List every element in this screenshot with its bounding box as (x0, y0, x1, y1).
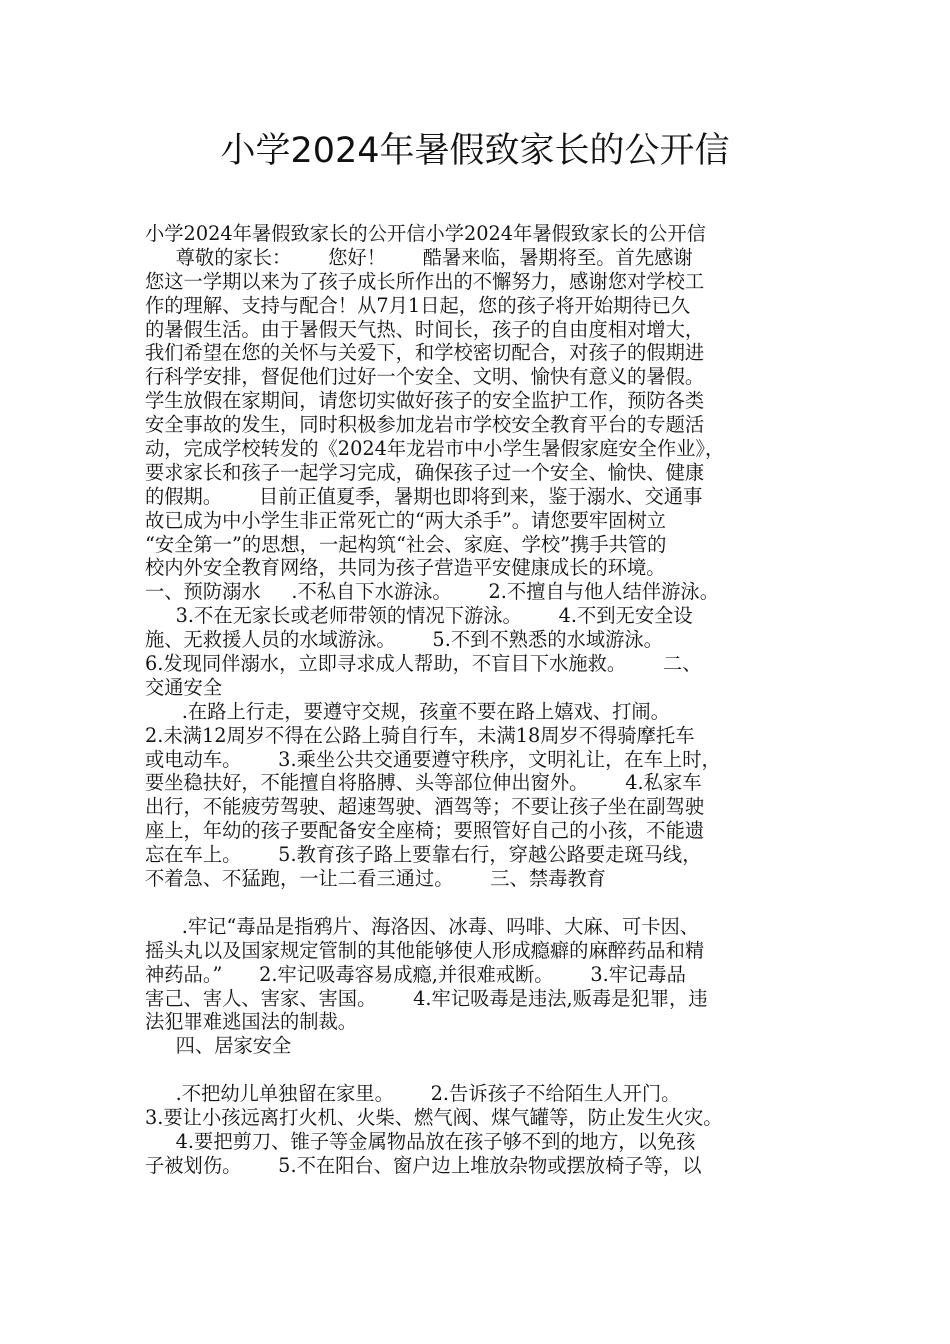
body-line: 一、预防溺水 .不私自下水游泳。 2.不擅自与他人结伴游泳。 (145, 580, 719, 604)
body-line: 害己、害人、害家、害国。 4.牢记吸毒是违法,贩毒是犯罪，违 (145, 986, 708, 1010)
body-line: 交通安全 (145, 675, 223, 699)
body-line: 2.未满12周岁不得在公路上骑自行车，未满18周岁不得骑摩托车 (145, 723, 695, 747)
body-line: 或电动车。 3.乘坐公共交通要遵守秩序，文明礼让，在车上时， (145, 747, 721, 771)
body-line: .不把幼儿单独留在家里。 2.告诉孩子不给陌生人开门。 (145, 1082, 681, 1106)
body-line: 要坐稳扶好，不能擅自将胳膊、头等部位伸出窗外。 4.私家车 (145, 771, 702, 795)
body-line: 您这一学期以来为了孩子成长所作出的不懈努力，感谢您对学校工 (145, 269, 705, 293)
body-line: 法犯罪难逃国法的制裁。 (145, 1010, 358, 1034)
body-line (145, 891, 815, 915)
document-title: 小学2024年暑假致家长的公开信 (220, 131, 730, 171)
body-line: 施、无救援人员的水域游泳。 5.不到不熟悉的水域游泳。 (145, 628, 663, 652)
body-line: 摇头丸以及国家规定管制的其他能够使人形成瘾癖的麻醉药品和精 (145, 938, 705, 962)
body-line: 作的理解、支持与配合！从7月1日起，您的孩子将开始期待已久 (145, 293, 691, 317)
body-line: 3.不在无家长或老师带领的情况下游泳。 4.不到无安全设 (145, 604, 693, 628)
body-line (145, 1058, 815, 1082)
body-line: 动，完成学校转发的《2024年龙岩市中小学生暑假家庭安全作业》， (145, 437, 725, 461)
body-line: 出行，不能疲劳驾驶、超速驾驶、酒驾等；不要让孩子坐在副驾驶 (145, 795, 705, 819)
body-line: 学生放假在家期间，请您切实做好孩子的安全监护工作，预防各类 (145, 389, 705, 413)
body-line: 的暑假生活。由于暑假天气热、时间长，孩子的自由度相对增大， (145, 317, 705, 341)
body-line: .在路上行走，要遵守交规，孩童不要在路上嬉戏、打闹。 (145, 699, 670, 723)
body-line: 不着急、不猛跑，一让二看三通过。 三、禁毒教育 (145, 867, 606, 891)
body-line: 行科学安排，督促他们过好一个安全、文明、愉快有意义的暑假。 (145, 365, 705, 389)
body-line: 我们希望在您的关怀与关爱下，和学校密切配合，对孩子的假期进 (145, 341, 705, 365)
body-line: “安全第一”的思想，一起构筑“社会、家庭、学校”携手共管的 (145, 532, 667, 556)
body-line: 故已成为中小学生非正常死亡的“两大杀手”。请您要牢固树立 (145, 508, 667, 532)
body-line: 子被划伤。 5.不在阳台、窗户边上堆放杂物或摆放椅子等，以 (145, 1153, 702, 1177)
body-line: .牢记“毒品是指鸦片、海洛因、冰毒、吗啡、大麻、可卡因、 (145, 914, 700, 938)
body-line: 6.发现同伴溺水，立即寻求成人帮助，不盲目下水施救。 二、 (145, 652, 702, 676)
body-line: 的假期。 目前正值夏季，暑期也即将到来，鉴于溺水、交通事 (145, 484, 703, 508)
body-line: 神药品。” 2.牢记吸毒容易成瘾,并很难戒断。 3.牢记毒品 (145, 962, 686, 986)
body-line: 安全事故的发生，同时积极参加龙岩市学校安全教育平台的专题活 (145, 413, 705, 437)
body-line: 要求家长和孩子一起学习完成，确保孩子过一个安全、愉快、健康 (145, 460, 705, 484)
body-line: 忘在车上。 5.教育孩子路上要靠右行，穿越公路要走斑马线， (145, 843, 702, 867)
body-line: 校内外安全教育网络，共同为孩子营造平安健康成长的环境。 (145, 556, 666, 580)
body-line: 四、居家安全 (145, 1034, 292, 1058)
document-body (145, 222, 815, 1178)
body-line: 3.要让小孩远离打火机、火柴、燃气阀、煤气罐等，防止发生火灾。 (145, 1105, 723, 1129)
body-line: 4.要把剪刀、锥子等金属物品放在孩子够不到的地方，以免孩 (145, 1129, 696, 1153)
body-line: 座上，年幼的孩子要配备安全座椅；要照管好自己的小孩，不能遗 (145, 819, 705, 843)
body-line: 小学2024年暑假致家长的公开信小学2024年暑假致家长的公开信 (145, 222, 706, 245)
body-line: 尊敬的家长： 您好！ 酷暑来临，暑期将至。首先感谢 (145, 245, 693, 269)
